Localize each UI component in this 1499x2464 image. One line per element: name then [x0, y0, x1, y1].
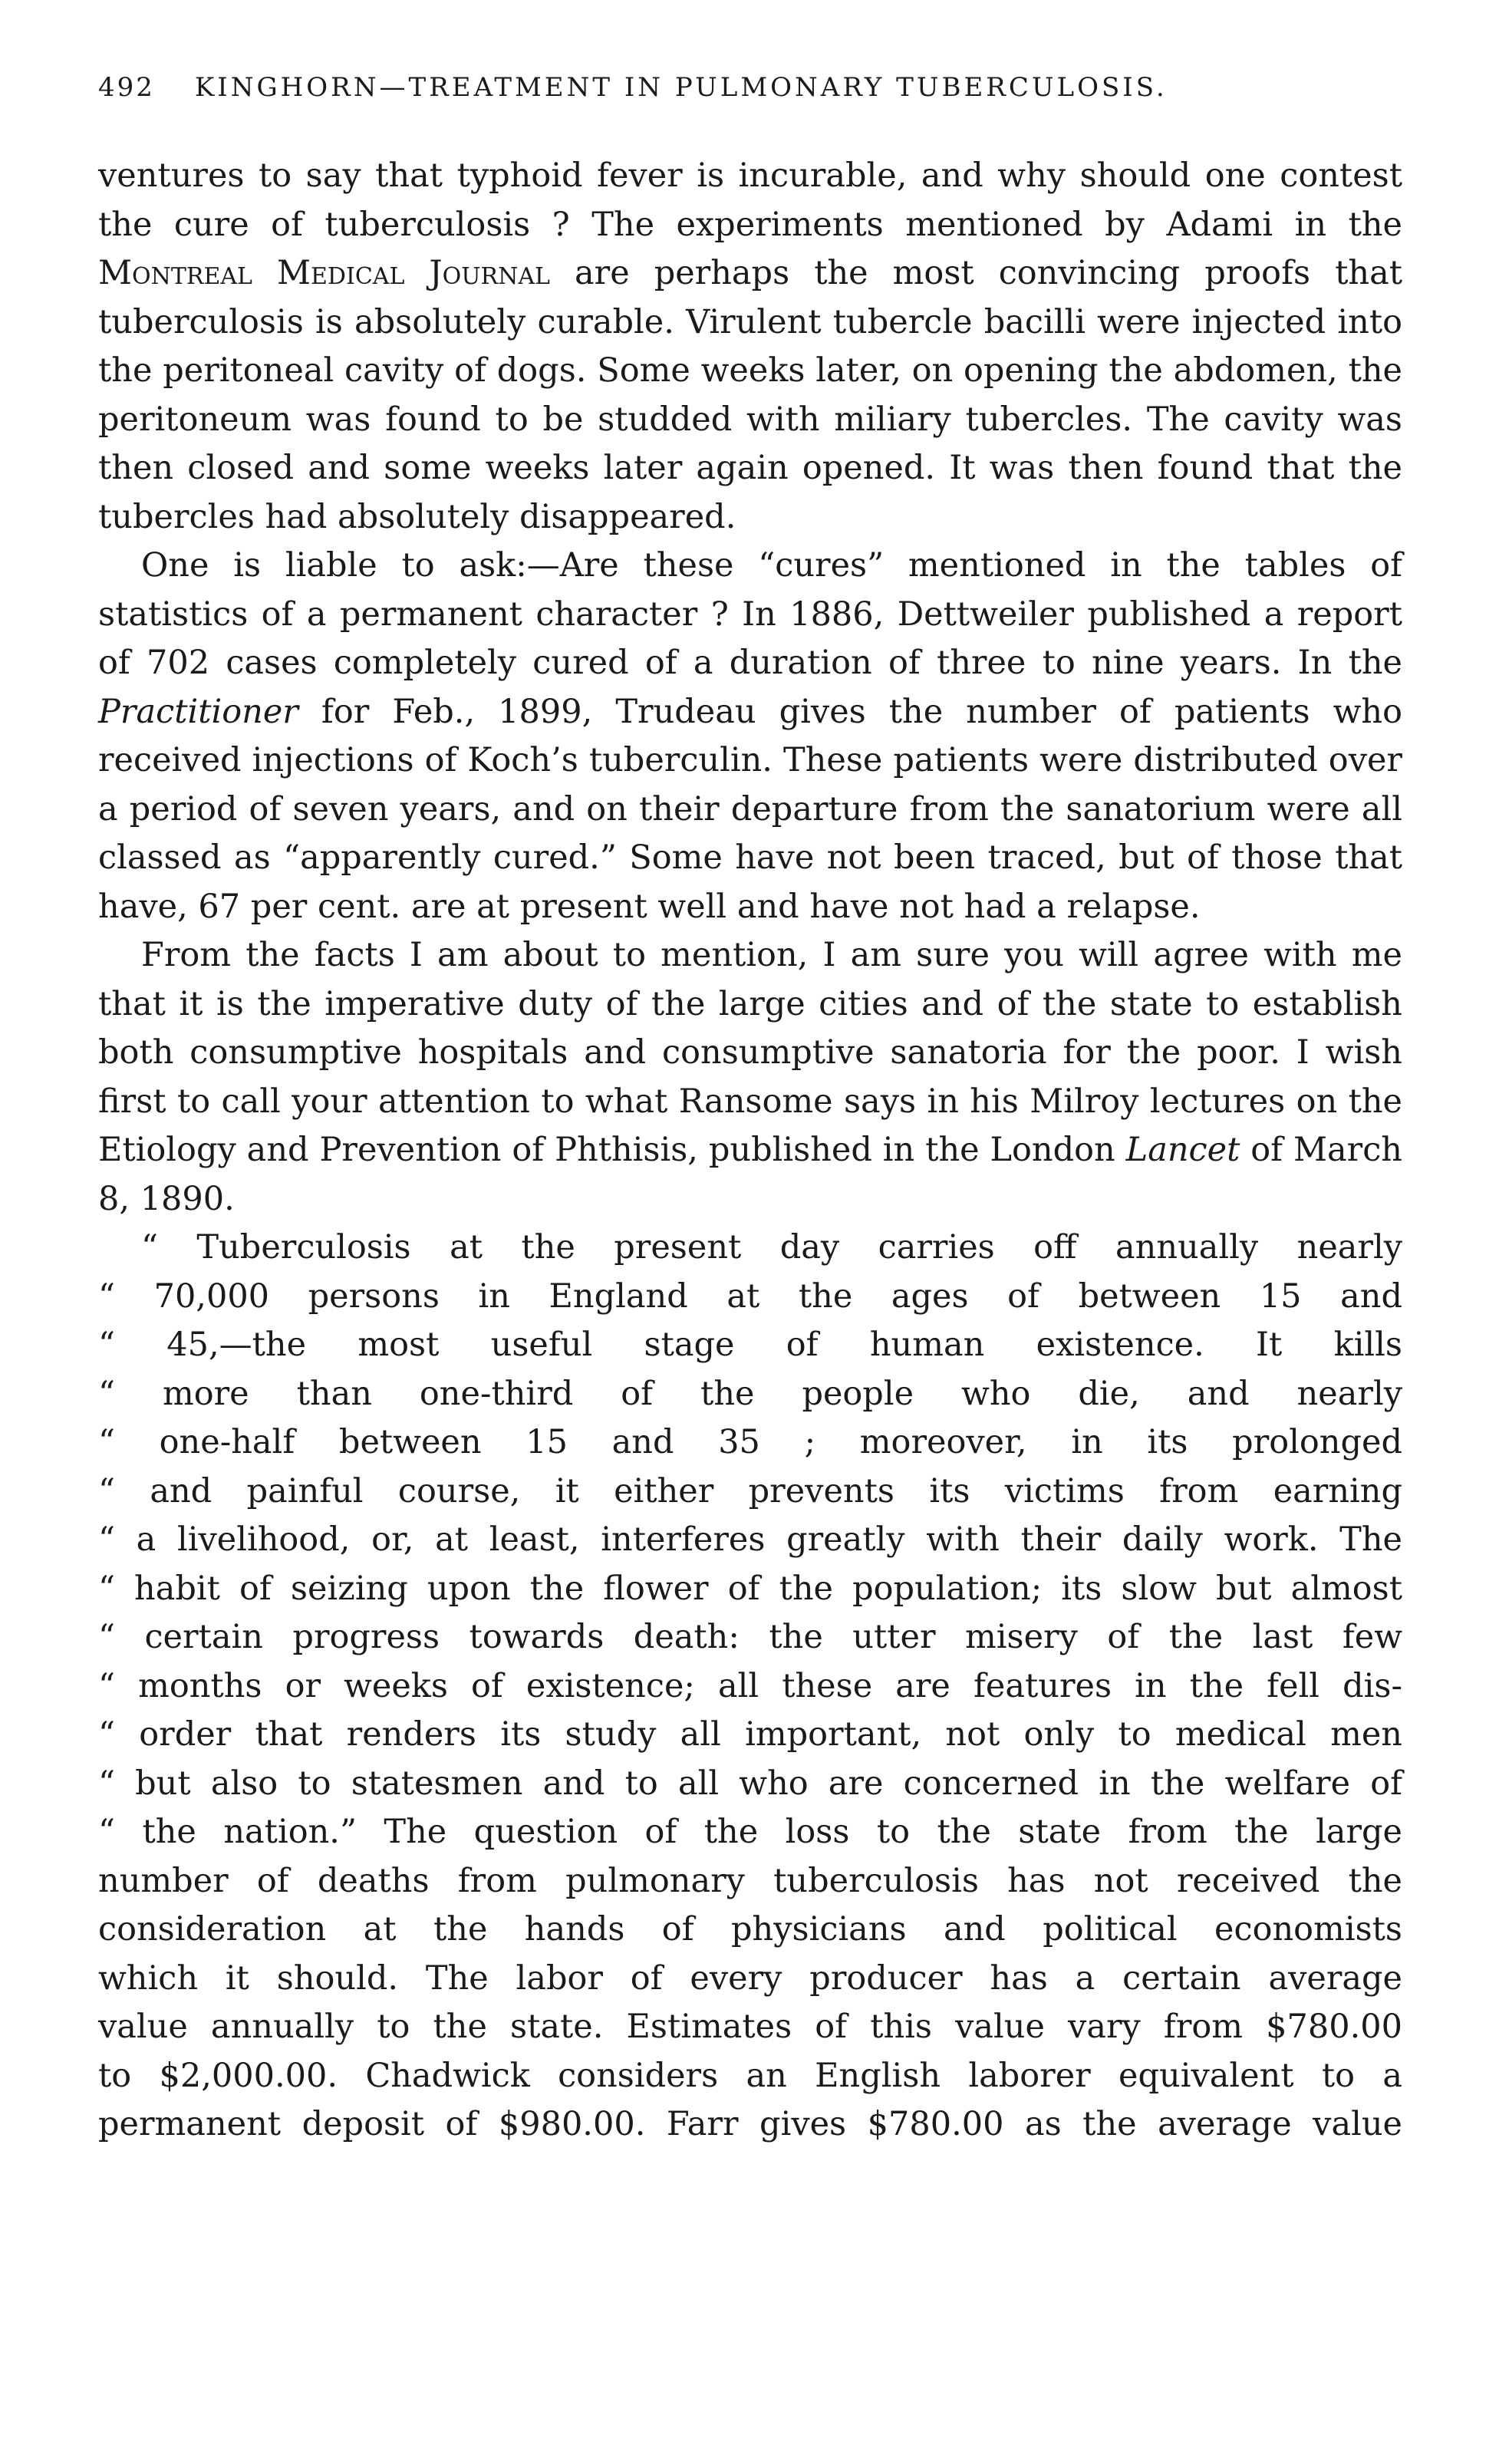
quote-line: “ 45,—the most useful stage of human existence. It kills: [98, 1326, 1402, 1364]
paragraph-2: [98, 542, 1402, 931]
page-number: 492: [98, 72, 155, 103]
quote-line: “ but also to statesmen and to all who are concerned in the welfare of: [98, 1764, 1402, 1803]
quote-line: “ habit of seizing upon the flower of the population; its slow but almost: [98, 1569, 1402, 1608]
body-line: value annually to the state. Estimates of this value vary from $780.00: [98, 2008, 1402, 2046]
paragraph-1-text: ventures to say that typhoid fever is incurable, and why should one contest the cure of tuberculosis ? The experiments mentioned by Adami in the: [98, 156, 1402, 244]
paragraph-2-text-cont: for Feb., 1899, Trudeau gives the number of patients who received injections of Koch’s tuberculin. These patients were distributed over a period of seven years, and on their departure from the sanatorium were all classed as “apparently cured.” Some have not been traced, but of those that have, 67 per cent. are at present well and have not had a relapse.: [98, 692, 1402, 926]
body-line: to $2,000.00. Chadwick considers an English laborer equivalent to a: [98, 2056, 1402, 2095]
running-head-title: KINGHORN—TREATMENT IN PULMONARY TUBERCULOSIS.: [194, 72, 1168, 103]
paragraph-3: [98, 931, 1402, 1224]
ransome-quotation: [98, 1224, 1402, 2149]
quote-line: “ Tuberculosis at the present day carries off annually nearly: [141, 1228, 1402, 1267]
quote-line: “ 70,000 persons in England at the ages of between 15 and: [98, 1276, 1402, 1316]
quote-line: “ more than one-third of the people who die, and nearly: [98, 1374, 1402, 1413]
paragraph-1: [98, 152, 1402, 542]
body-line: consideration at the hands of physicians and political economists: [98, 1910, 1402, 1948]
journal-name: Montreal Medical Journal: [98, 254, 550, 292]
quote-line: “ certain progress towards death: the utter misery of the last few: [98, 1618, 1402, 1656]
paragraph-3-text: From the facts I am about to mention, I am sure you will agree with me that it is the imperative duty of the large cities and of the state to establish both consumptive hospitals and consumptive sanatoria for the poor. I wish first to call your attention to what Ransome says in his Milroy lectures on the Etiology and Prevention of Phthisis, published in the London: [98, 936, 1402, 1169]
journal-lancet: Lancet: [1125, 1131, 1240, 1169]
book-page: [98, 71, 1402, 2149]
quote-line: “ and painful course, it either prevents its victims from earning: [98, 1471, 1402, 1510]
quote-line: “ a livelihood, or, at least, interferes greatly with their daily work. The: [98, 1520, 1402, 1559]
quote-line: “ the nation.” The question of the loss to the state from the large: [98, 1813, 1402, 1851]
running-head: [98, 71, 1402, 104]
paragraph-2-text: One is liable to ask:—Are these “cures” mentioned in the tables of statistics of a permanent character ? In 1886, Dettweiler published a report of 702 cases completely cured of a duration of three to nine years. In the: [98, 546, 1402, 682]
body-line: permanent deposit of $980.00. Farr gives $780.00 as the average value: [98, 2105, 1402, 2143]
quote-line: “ one-half between 15 and 35 ; moreover, in its prolonged: [98, 1423, 1402, 1461]
paragraph-1-text-cont: are perhaps the most convincing proofs that tuberculosis is absolutely curable. Virulent tubercle bacilli were injected into the peritoneal cavity of dogs. Some weeks later, on opening the abdomen, the peritoneum was found to be studded with miliary tubercles. The cavity was then closed and some weeks later again opened. It was then found that the tubercles had absolutely disappeared.: [98, 254, 1402, 536]
paragraph-3-text-cont: of March 8, 1890.: [98, 1131, 1402, 1218]
journal-practitioner: Practitioner: [98, 692, 298, 731]
quote-line: “ order that renders its study all important, not only to medical men: [98, 1715, 1402, 1754]
quote-line: “ months or weeks of existence; all these are features in the fell dis-: [98, 1666, 1402, 1705]
body-line: number of deaths from pulmonary tuberculosis has not received the: [98, 1861, 1402, 1900]
body-line: which it should. The labor of every producer has a certain average: [98, 1958, 1402, 1998]
